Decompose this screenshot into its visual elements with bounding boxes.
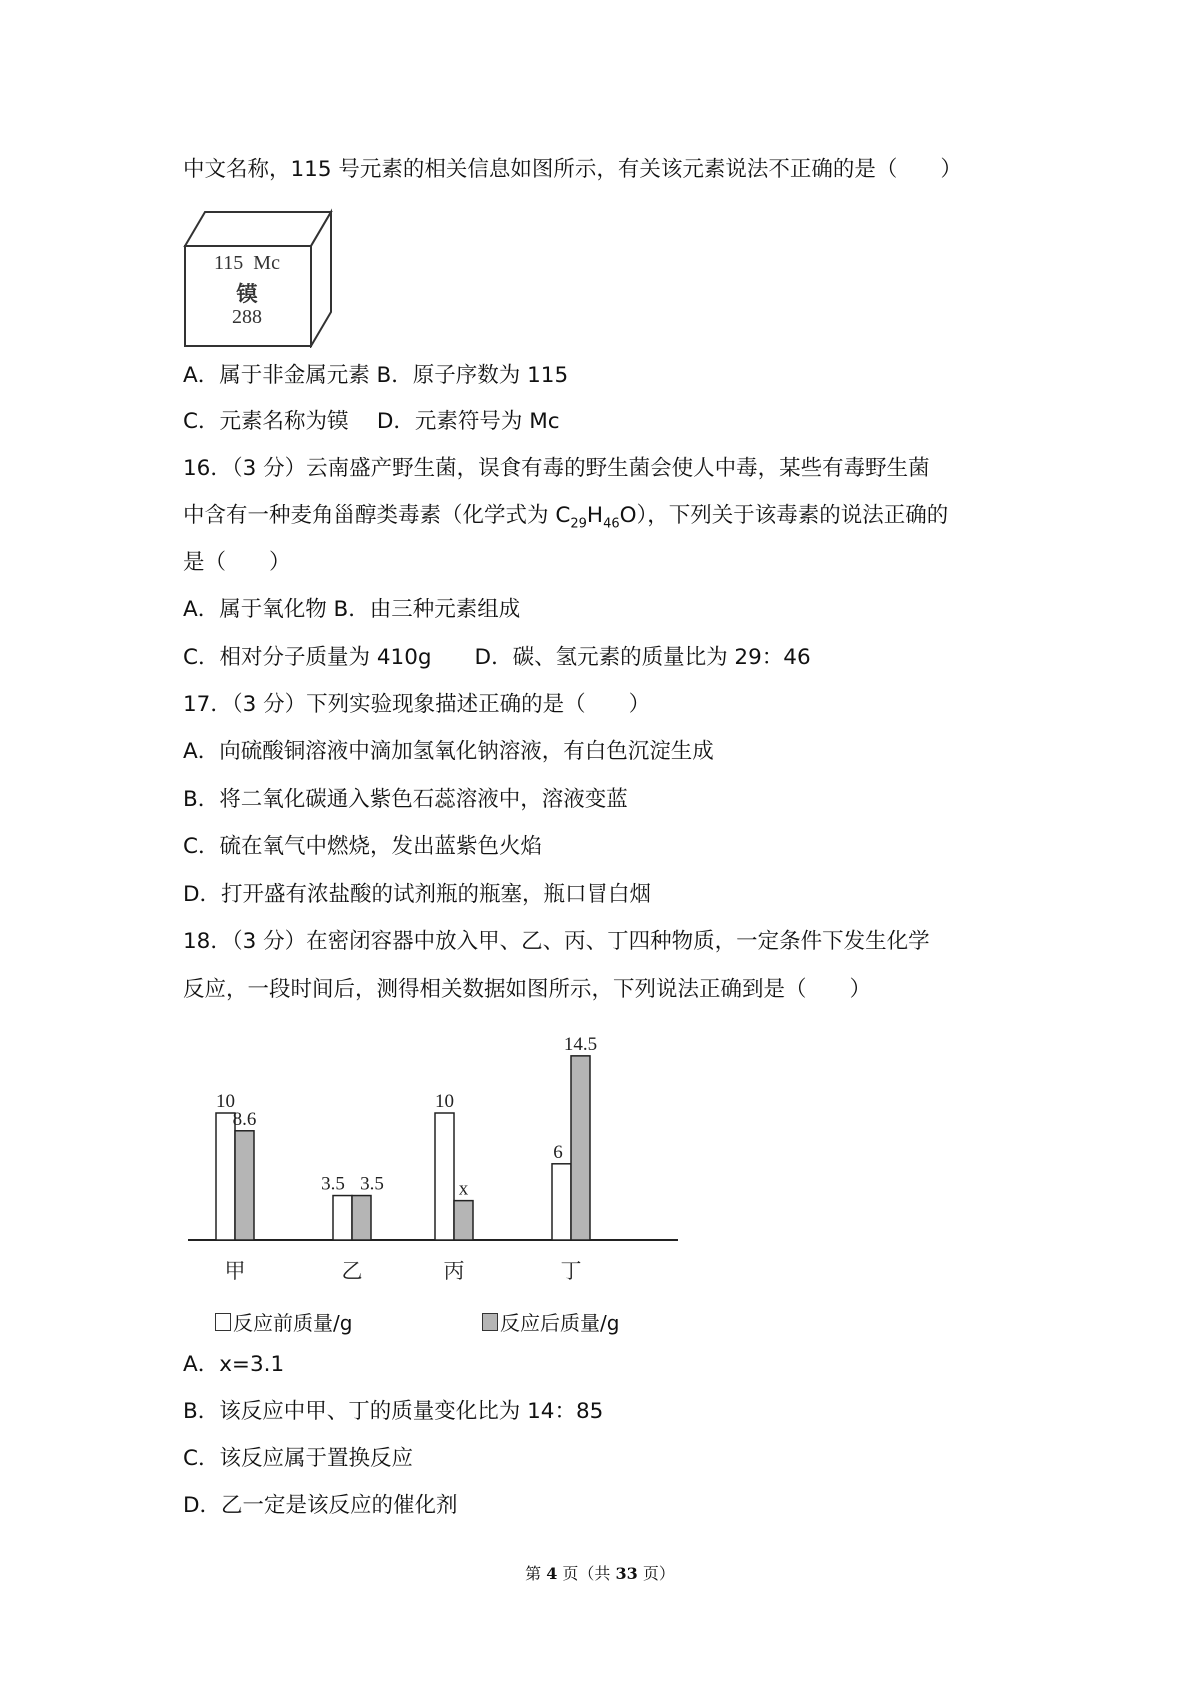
legend-swatch-filled [482, 1313, 498, 1331]
bar-after-3 [454, 1201, 473, 1240]
legend-label-before: 反应前质量/g [233, 1311, 353, 1335]
formula-subscript-c: 29 [570, 516, 587, 532]
q17-option-d: D．打开盛有浓盐酸的试剂瓶的瓶塞，瓶口冒白烟 [183, 882, 652, 907]
bar-before-3 [435, 1113, 454, 1240]
data-label-before-1: 10 [216, 1091, 235, 1112]
footer-total-pages: 33 [615, 1564, 638, 1583]
category-label-2: 乙 [341, 1259, 363, 1283]
q16-line2-pre: 中含有一种麦角甾醇类毒素（化学式为 C [183, 503, 571, 528]
footer-page-number: 4 [546, 1564, 558, 1583]
q16-stem-line1: 16．（3 分）云南盛产野生菌，误食有毒的野生菌会使人中毒，某些有毒野生菌 [183, 456, 930, 481]
bar-before-2 [333, 1196, 352, 1240]
bar-before-1 [216, 1113, 235, 1240]
legend-before [215, 1307, 352, 1336]
data-label-after-1: 8.6 [232, 1108, 257, 1130]
category-label-4: 丁 [560, 1259, 582, 1283]
element-name: 镆 [236, 282, 258, 306]
data-label-before-2: 3.5 [321, 1173, 345, 1195]
bar-after-2 [352, 1196, 371, 1240]
element-symbol: Mc [253, 252, 280, 274]
data-label-after-2: 3.5 [360, 1173, 384, 1195]
data-label-before-4: 6 [553, 1141, 563, 1163]
data-label-after-3: x [458, 1178, 469, 1200]
mass-bar-chart [185, 1010, 685, 1340]
q15-stem: 中文名称，115 号元素的相关信息如图所示，有关该元素说法不正确的是（ ） [183, 157, 962, 182]
q16-option-cd: C．相对分子质量为 410g D．碳、氢元素的质量比为 29：46 [183, 645, 811, 670]
footer-post: 页） [637, 1564, 675, 1583]
data-label-before-3: 10 [435, 1091, 454, 1112]
page-footer [0, 1561, 1200, 1584]
q18-option-b: B．该反应中甲、丁的质量变化比为 14：85 [183, 1399, 604, 1424]
formula-subscript-h: 46 [603, 516, 620, 532]
bar-chart-svg [185, 1010, 685, 1300]
q18-option-c: C．该反应属于置换反应 [183, 1446, 414, 1471]
element-number-symbol [183, 252, 311, 275]
q16-stem-line2 [183, 501, 948, 539]
element-number: 115 [214, 252, 244, 274]
q17-stem: 17．（3 分）下列实验现象描述正确的是（ ） [183, 692, 651, 717]
legend-label-after: 反应后质量/g [500, 1311, 620, 1335]
category-label-1: 甲 [224, 1259, 246, 1283]
legend-after [482, 1307, 619, 1336]
footer-pre: 第 [525, 1564, 547, 1583]
q16-option-ab: A．属于氧化物 B．由三种元素组成 [183, 597, 521, 622]
q17-option-b: B．将二氧化碳通入紫色石蕊溶液中，溶液变蓝 [183, 787, 628, 812]
q16-line2-mid: H [586, 503, 604, 528]
q15-option-cd: C．元素名称为镆 D．元素符号为 Mc [183, 409, 560, 434]
footer-mid: 页（共 [557, 1564, 616, 1583]
q18-stem-line1: 18．（3 分）在密闭容器中放入甲、乙、丙、丁四种物质，一定条件下发生化学 [183, 929, 930, 954]
q16-stem-line3: 是（ ） [183, 550, 291, 575]
element-card [183, 208, 333, 348]
bar-before-4 [552, 1164, 571, 1240]
data-label-after-4: 14.5 [563, 1033, 598, 1055]
q17-option-c: C．硫在氧气中燃烧，发出蓝紫色火焰 [183, 834, 543, 859]
q17-option-a: A．向硫酸铜溶液中滴加氢氧化钠溶液，有白色沉淀生成 [183, 739, 714, 764]
bar-after-4 [571, 1056, 590, 1240]
q15-option-ab: A．属于非金属元素 B．原子序数为 115 [183, 363, 569, 388]
bar-after-1 [235, 1131, 254, 1240]
category-label-3: 丙 [443, 1259, 465, 1283]
element-mass: 288 [232, 306, 262, 328]
q16-line2-post: O），下列关于该毒素的说法正确的 [619, 503, 949, 528]
q18-option-d: D．乙一定是该反应的催化剂 [183, 1493, 458, 1518]
q18-option-a: A．x=3.1 [183, 1352, 285, 1377]
q18-stem-line2: 反应，一段时间后，测得相关数据如图所示，下列说法正确到是（ ） [183, 977, 872, 1002]
legend-swatch-empty [215, 1313, 231, 1331]
